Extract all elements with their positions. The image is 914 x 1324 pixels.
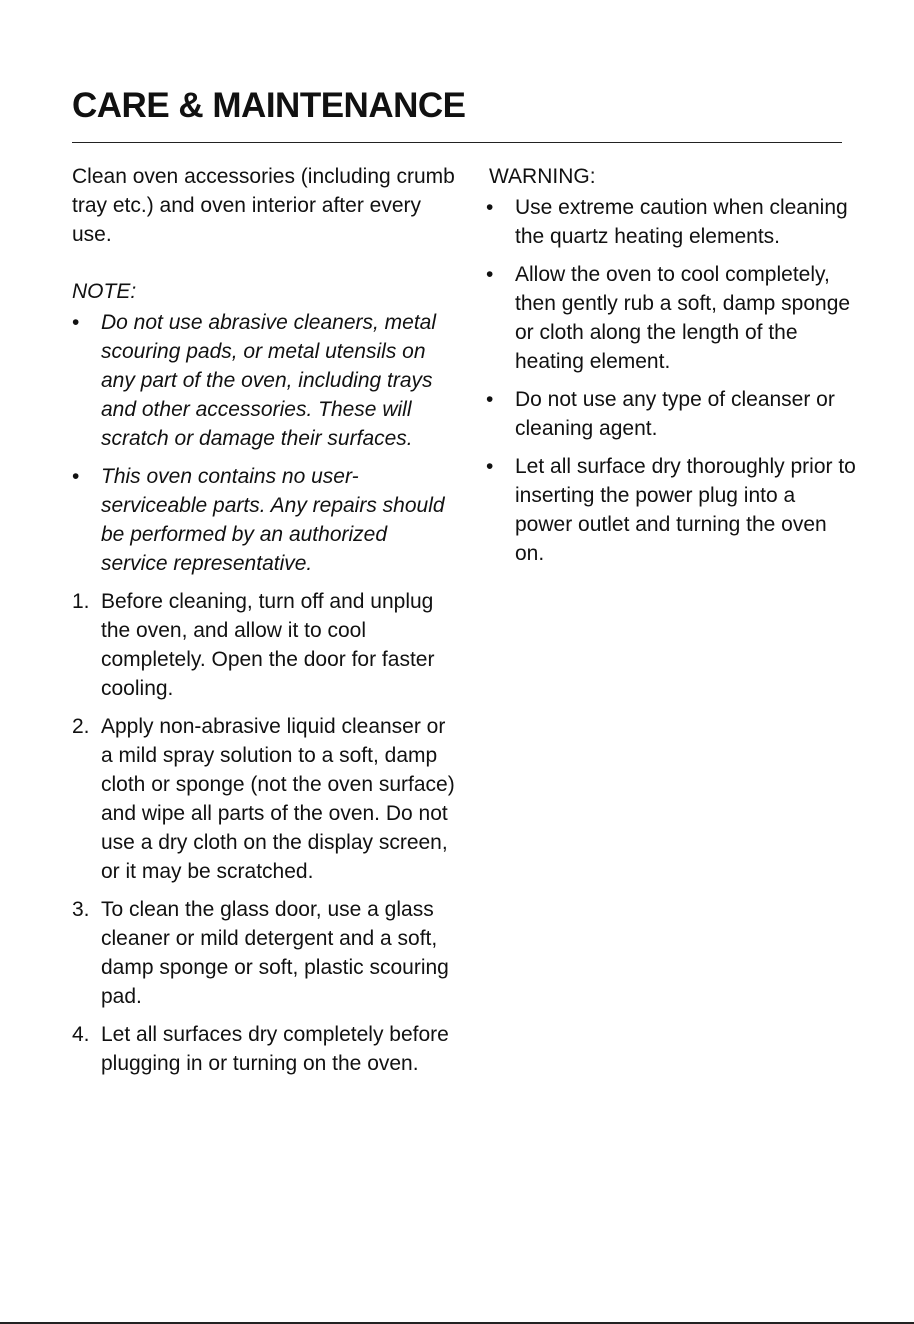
step-text: Before cleaning, turn off and unplug the oven, and allow it to cool completely. Open the door for faster cooling. [101,590,435,700]
warning-item [486,385,856,443]
note-item [72,462,457,578]
note-heading: NOTE: [72,280,137,303]
warning-item [486,452,856,568]
warning-text: Use extreme caution when cleaning the quartz heating elements. [515,196,848,248]
right-column [486,162,856,577]
warning-text: Do not use any type of cleanser or cleaning agent. [515,388,835,440]
page-title: CARE & MAINTENANCE [72,86,466,125]
step-item [72,587,457,703]
bullet-icon: • [486,196,494,219]
step-item [72,895,457,1011]
bullet-icon: • [72,311,80,334]
note-text: Do not use abrasive cleaners, metal scouring pads, or metal utensils on any part of the oven, including trays and other accessories. These will scratch or damage their surfaces. [101,311,437,450]
step-number: 1. [72,590,90,613]
note-item [72,308,457,453]
step-item [72,712,457,886]
bullet-icon: • [72,465,80,488]
bullet-icon: • [486,455,494,478]
step-item [72,1020,457,1078]
note-text: This oven contains no user-serviceable parts. Any repairs should be performed by an authorized service representative. [101,465,445,575]
bullet-icon: • [486,388,494,411]
warning-text: Let all surface dry thoroughly prior to inserting the power plug into a power outlet and turning the oven on. [515,455,856,565]
step-text: To clean the glass door, use a glass cleaner or mild detergent and a soft, damp sponge or soft, plastic scouring pad. [101,898,449,1008]
warning-item [486,193,856,251]
warning-heading: WARNING: [489,165,596,188]
title-divider [72,142,842,143]
note-list [72,308,457,578]
warning-list [486,193,856,568]
step-text: Apply non-abrasive liquid cleanser or a mild spray solution to a soft, damp cloth or sponge (not the oven surface) and wipe all parts of the oven. Do not use a dry cloth on the display screen, or it may be scratched. [101,715,455,883]
step-text: Let all surfaces dry completely before plugging in or turning on the oven. [101,1023,449,1075]
warning-text: Allow the oven to cool completely, then gently rub a soft, damp sponge or cloth along the length of the heating element. [515,263,851,373]
step-number: 2. [72,715,90,738]
warning-item [486,260,856,376]
left-column [72,162,457,1087]
step-list [72,587,457,1078]
bullet-icon: • [486,263,494,286]
step-number: 3. [72,898,90,921]
step-number: 4. [72,1023,90,1046]
intro-text: Clean oven accessories (including crumb tray etc.) and oven interior after every use. [72,165,455,246]
